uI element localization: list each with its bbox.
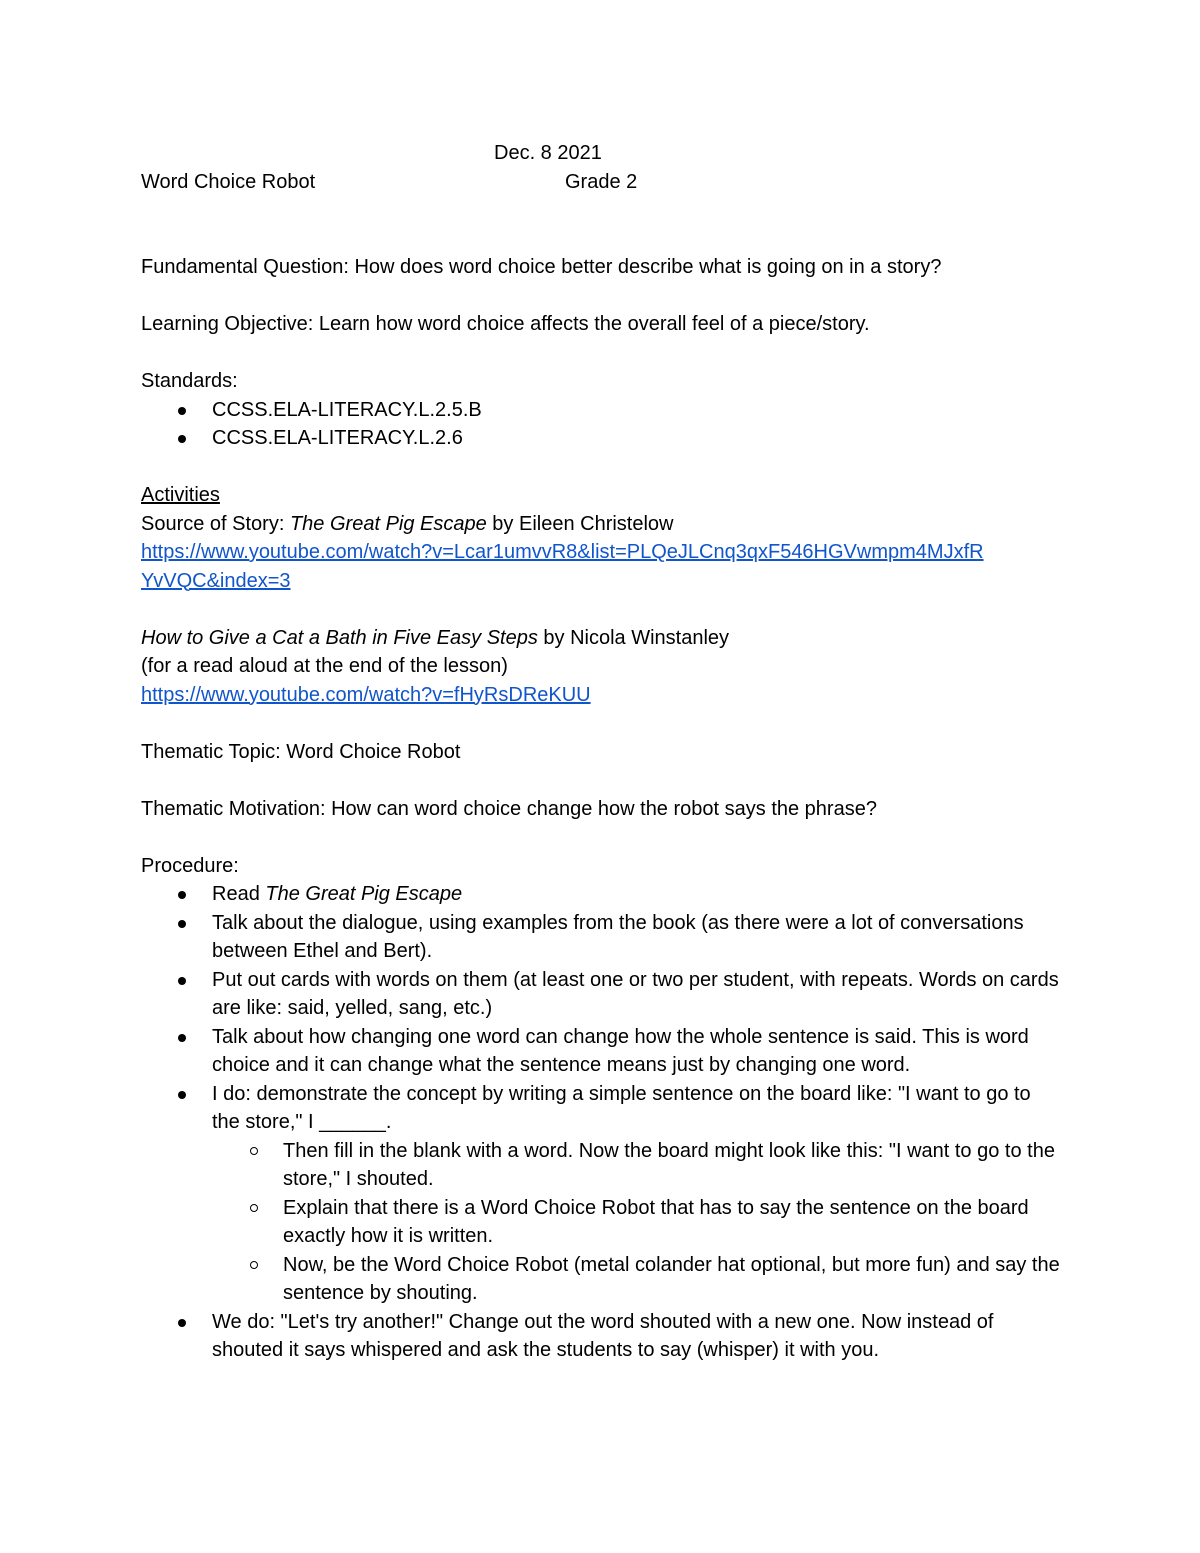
thematic-motivation: Thematic Motivation: How can word choice change how the robot says the phrase? (141, 797, 877, 820)
header-row (141, 168, 1061, 197)
source-of-story: Source of Story: The Great Pig Escape by Eileen Christelow (141, 512, 674, 535)
learning-objective: Learning Objective: Learn how word choice affects the overall feel of a piece/story. (141, 313, 870, 335)
sub-list-item: Now, be the Word Choice Robot (metal colander hat optional, but more fun) and say the sentence by shouting. (141, 1251, 1061, 1308)
sub-list-item: Explain that there is a Word Choice Robot that has to say the sentence on the board exactly how it is written. (141, 1194, 1061, 1251)
list-item: Talk about the dialogue, using examples from the book (as there were a lot of conversations between Ethel and Bert). (141, 909, 1061, 966)
document-page (141, 139, 1061, 1365)
list-item: Read The Great Pig Escape (141, 880, 1061, 909)
thematic-topic: Thematic Topic: Word Choice Robot (141, 740, 461, 763)
bullet-icon (178, 1091, 186, 1099)
grade-label: Grade 2 (565, 170, 638, 193)
sub-list-item: Then fill in the blank with a word. Now the board might look like this: "I want to go to the store," I shouted. (141, 1137, 1061, 1194)
procedure-label: Procedure: (141, 854, 239, 877)
bullet-icon (178, 977, 186, 985)
book-title: How to Give a Cat a Bath in Five Easy Steps (141, 626, 538, 649)
read-aloud-book: How to Give a Cat a Bath in Five Easy Steps by Nicola Winstanley (141, 626, 730, 649)
list-item: CCSS.ELA-LITERACY.L.2.6 (141, 424, 1061, 453)
bullet-icon (178, 1034, 186, 1042)
list-item: Put out cards with words on them (at least one or two per student, with repeats. Words on cards are like: said, yelled, sang, etc.) (141, 966, 1061, 1023)
list-item: CCSS.ELA-LITERACY.L.2.5.B (141, 396, 1061, 425)
standards-label: Standards: (141, 370, 238, 392)
sub-list (141, 1137, 1061, 1308)
list-item: Talk about how changing one word can change how the whole sentence is said. This is word choice and it can change what the sentence means just by changing one word. (141, 1023, 1061, 1080)
lesson-date: Dec. 8 2021 (494, 142, 602, 164)
hollow-bullet-icon (250, 1204, 258, 1212)
activities-heading: Activities (141, 484, 220, 506)
read-aloud-video-link[interactable]: https://www.youtube.com/watch?v=fHyRsDReKUU (141, 683, 591, 706)
read-aloud-note: (for a read aloud at the end of the lesson) (141, 655, 508, 677)
standards-list (141, 396, 1061, 453)
list-item: We do: "Let's try another!" Change out the word shouted with a new one. Now instead of shouted it says whispered and ask the students to say (whisper) it with you. (141, 1308, 1061, 1365)
hollow-bullet-icon (250, 1261, 258, 1269)
book-title: The Great Pig Escape (289, 512, 487, 535)
bullet-icon (178, 1319, 186, 1327)
bullet-icon (178, 891, 186, 899)
source-video-link[interactable]: https://www.youtube.com/watch?v=Lcar1umvvR8&list=PLQeJLCnq3qxF546HGVwmpm4MJxfR YvVQC&index=3 (141, 541, 984, 592)
lesson-title: Word Choice Robot (141, 170, 316, 193)
bullet-icon (178, 435, 186, 443)
bullet-icon (178, 407, 186, 415)
fundamental-question: Fundamental Question: How does word choice better describe what is going on in a story? (141, 256, 942, 278)
list-item: I do: demonstrate the concept by writing a simple sentence on the board like: "I want to go to the store," I ______. Then fill in the blank with a word. Now the board might look like this: "I want to go to the store," I shouted. Explain that there is a Word Choice Robot that has to say the sentence on the board exactly how it is written. Now, be the Word Choice Robot (metal colander hat optional, but more fun) and say the sentence by shouting. (141, 1080, 1061, 1308)
hollow-bullet-icon (250, 1147, 258, 1155)
bullet-icon (178, 920, 186, 928)
procedure-list (141, 880, 1061, 1365)
